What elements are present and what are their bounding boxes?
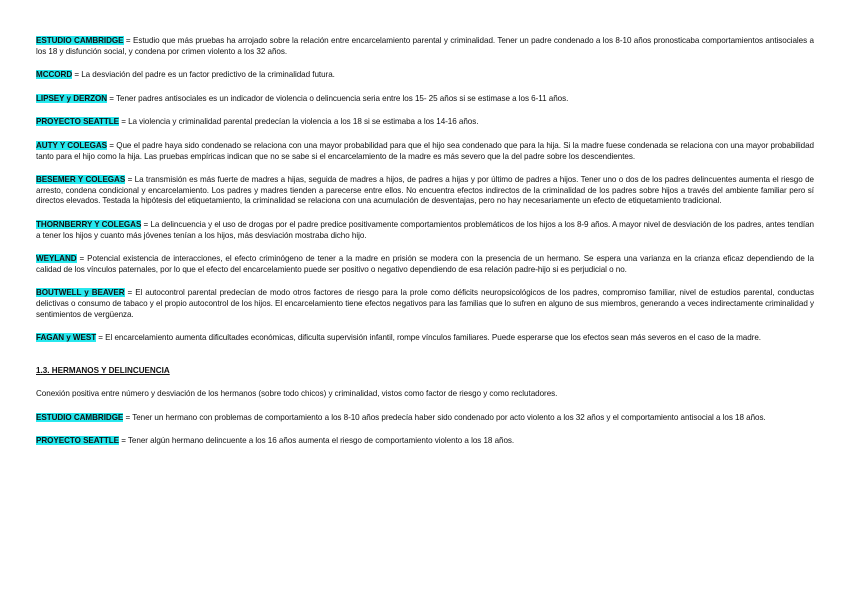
paragraph-estudio-cambridge-hermanos [36,413,814,424]
paragraph-text: = Potencial existencia de interacciones, el efecto criminógeno de tener a la madre en prisión se modera con la presencia de un hermano. Se espera una varianza en la crianza eficaz dependiendo de la calidad de los vínculos paternales, por lo que el efecto del encarcelamiento puede ser positivo o negativo dependiendo de esa relación padre-hijo si es perjudicial o no. [36,254,814,274]
paragraph-proyecto-seattle [36,117,814,128]
highlighted-author-tag: ESTUDIO CAMBRIDGE [36,36,124,45]
highlighted-author-tag: BOUTWELL y BEAVER [36,288,125,298]
highlighted-author-tag: WEYLAND [36,254,77,264]
paragraph-lipsey-derzon [36,94,814,105]
paragraph-estudio-cambridge [36,36,814,57]
paragraph-thornberry-colegas [36,220,814,241]
paragraph-auty-colegas [36,141,814,162]
paragraph-text: = Estudio que más pruebas ha arrojado sobre la relación entre encarcelamiento parental y criminalidad. Tener un padre condenado a los 8-10 años pronosticaba comportamientos antisociales a los 18 y disfunción social, y condena por crimen violento a los 32 años. [36,36,814,56]
paragraph-weyland [36,254,814,275]
highlighted-author-tag: THORNBERRY Y COLEGAS [36,219,142,229]
paragraph-text: = El encarcelamiento aumenta dificultades económicas, dificulta supervisión infantil, rompe vínculos familiares. Puede esperarse que los efectos sean más severos en el caso de la madre. [96,333,761,343]
paragraph-fagan-west [36,333,814,344]
paragraph-besemer-colegas [36,175,814,207]
highlighted-author-tag: LIPSEY y DERZON [36,93,108,103]
paragraph-mccord [36,70,814,81]
paragraph-text: = La delincuencia y el uso de drogas por el padre predice positivamente comportamientos problemáticos de los hijos a los 8-9 años. A mayor nivel de desviación de los padres, antes tendían a tener los hijos y cuanto más jóvenes tenían a los hijos, más desviación mostraba dicho hijo. [36,219,815,240]
highlighted-author-tag: FAGAN y WEST [36,333,97,343]
paragraph-text: = Tener un hermano con problemas de comportamiento a los 8-10 años predecía haber sido condenado por acto violento a los 32 años y el comportamiento antisocial a los 18 años. [123,412,766,422]
highlighted-author-tag: BESEMER Y COLEGAS [36,175,126,185]
paragraph-text: = Que el padre haya sido condenado se relaciona con una mayor probabilidad para que el hijo sea condenado que para la hija. Si la madre fuese condenada se relaciona con una mayor probabilidad tanto para el hijo como la hija. Las pruebas empíricas indican que no se sabe si el encarcelamiento de la madre es más severo que la del padre sobre los descendientes. [36,140,815,161]
paragraph-text: = La desviación del padre es un factor predictivo de la criminalidad futura. [72,70,335,80]
highlighted-author-tag: MCCORD [36,70,73,80]
highlighted-author-tag: PROYECTO SEATTLE [36,436,119,446]
highlighted-author-tag: ESTUDIO CAMBRIDGE [36,412,124,422]
highlighted-author-tag: PROYECTO SEATTLE [36,117,119,127]
paragraph-proyecto-seattle-hermanos [36,436,814,447]
section-intro: Conexión positiva entre número y desviación de los hermanos (sobre todo chicos) y criminalidad, vistos como factor de riesgo y como reclutadores. [36,389,558,399]
highlighted-author-tag: AUTY Y COLEGAS [36,140,107,150]
paragraph-text: = Tener algún hermano delincuente a los 16 años aumenta el riesgo de comportamiento violento a los 18 años. [119,436,515,446]
paragraph-text: = La transmisión es más fuerte de madres a hijas, seguida de madres a hijos, de padres a hijas y por último de padres a hijos. Tener uno o dos de los padres delincuentes aumenta el riesgo de arresto, condena condicional y encarcelamiento. Los padres y madres tienden a parecerse entre ellos. No encuentra efectos indirectos de la criminalidad de los padres sobre hijos a través del ambiente familiar pero sí directos elevados. Testada la hipótesis del etiquetamiento, la criminalidad se relaciona con una acumulación de desventajas, pero no hay necesariamente un efecto de etiquetamiento tradicional. [36,175,814,206]
paragraph-boutwell-beaver [36,288,814,320]
paragraph-text: = El autocontrol parental predecían de modo otros factores de riesgo para la prole como déficits neuropsicológicos de los padres, compromiso familiar, nivel de estudios parental, conductas delictivas o consumo de tabaco y el propio autocontrol de los hijos. El encarcelamiento tiene efectos negativos para las familias que lo sufren en alguno de sus miembros, generando a veces indirectamente criminalidad y sentimientos de vergüenza. [36,288,814,319]
paragraph-text: = Tener padres antisociales es un indicador de violencia o delincuencia seria entre los 15- 25 años si se estimase a los 6-11 años. [107,93,569,103]
paragraph-text: = La violencia y criminalidad parental predecían la violencia a los 18 si se estimaba a los 14-16 años. [119,117,479,127]
section-heading: 1.3. HERMANOS Y DELINCUENCIA [36,365,170,375]
